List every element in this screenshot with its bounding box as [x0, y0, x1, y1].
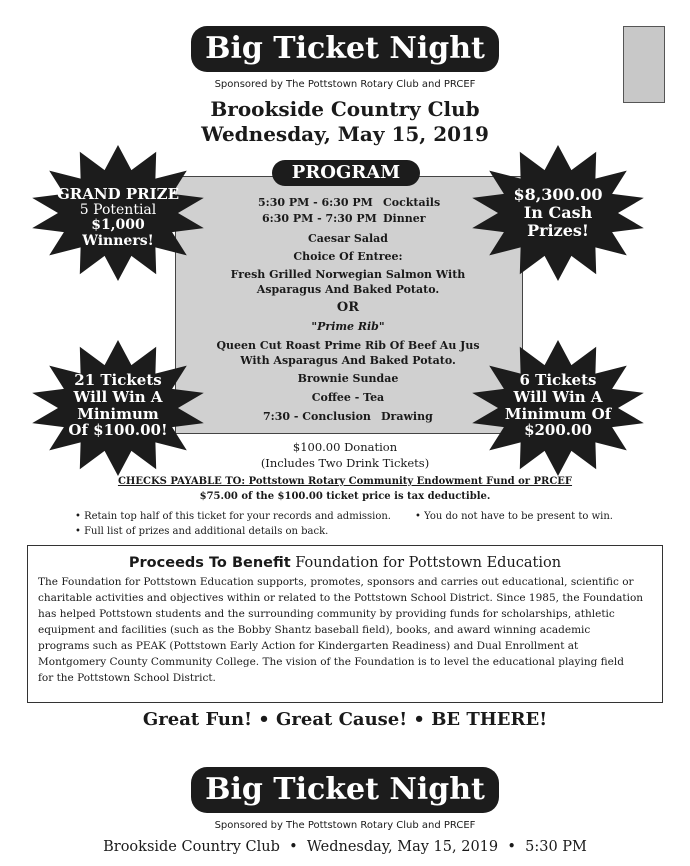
six-tickets-text: [494, 372, 622, 439]
six-tickets-line-2: Will Win A: [513, 387, 603, 406]
footer-info: Brookside Country Club • Wednesday, May 15, 2019 • 5:30 PM: [103, 839, 587, 855]
program-dessert: Brownie Sundae: [297, 372, 399, 385]
bullet-present-text: You do not have to be present to win.: [424, 511, 613, 522]
bullet-dot-icon: •: [415, 511, 421, 522]
program-salad: Caesar Salad: [308, 232, 388, 245]
proceeds-heading-org: Foundation for Pottstown Education: [295, 555, 562, 571]
proceeds-line: has helped Pottstown students and the surrounding community by providing funds for scholarships, athletic: [38, 607, 615, 620]
grand-prize-line-3: $1,000 Winners!: [82, 217, 154, 250]
program-time-2: 6:30 PM - 7:30 PM: [262, 212, 377, 225]
cash-prizes-line-3: Prizes!: [527, 220, 589, 240]
program-heading: PROGRAM: [272, 160, 420, 186]
six-tickets-line-3: Minimum Of: [504, 404, 612, 423]
program-event-1: Cocktails: [383, 196, 441, 209]
program-time-1: 5:30 PM - 6:30 PM: [258, 196, 373, 209]
twenty-one-line-2: Will Win A: [73, 387, 163, 406]
bullet-list: [75, 526, 328, 537]
twenty-one-line-3: Minimum: [77, 404, 159, 423]
bullet-present: [415, 511, 613, 522]
proceeds-line: The Foundation for Pottstown Education supports, promotes, sponsors and carries out educational, scientific or: [38, 576, 634, 588]
date-heading: Wednesday, May 15, 2019: [201, 122, 489, 146]
program-event-2: Dinner: [383, 212, 426, 225]
donation-note: (Includes Two Drink Tickets): [260, 456, 430, 470]
program-salmon-line-2: Asparagus And Baked Potato.: [256, 283, 440, 296]
bullet-list-text: Full list of prizes and additional details on back.: [84, 526, 329, 537]
proceeds-box: [27, 545, 663, 703]
program-event-3: Drawing: [381, 410, 433, 423]
tagline: Great Fun! • Great Cause! • BE THERE!: [142, 709, 548, 730]
ticket-stub-box: [623, 26, 665, 103]
checks-payee: Pottstown Rotary Community Endowment Fund or PRCEF: [248, 476, 573, 487]
checks-label: CHECKS PAYABLE TO:: [117, 476, 246, 487]
program-rib-line-1: Queen Cut Roast Prime Rib Of Beef Au Jus: [216, 339, 480, 352]
bullet-dot-icon: •: [75, 511, 81, 522]
checks-payable: [0, 476, 690, 487]
sponsor-line: Sponsored by The Pottstown Rotary Club and PRCEF: [214, 79, 476, 90]
program-choice: Choice Of Entree:: [293, 250, 403, 263]
bullet-retain: [75, 511, 391, 522]
program-rib-line-2: With Asparagus And Baked Potato.: [240, 354, 456, 367]
cash-prizes-line-1: $8,300.00: [513, 185, 603, 204]
venue-heading: Brookside Country Club: [210, 97, 480, 121]
twenty-one-line-4: Of $100.00!: [68, 421, 168, 440]
title-banner: [191, 26, 499, 72]
grand-prize-line-1: GRAND PRIZE: [57, 185, 179, 203]
footer-title-banner: [191, 767, 499, 813]
six-tickets-line-4: $200.00: [524, 421, 592, 440]
proceeds-paragraph: [28, 575, 662, 687]
donation-amount: $100.00 Donation: [292, 440, 398, 454]
bullet-dot-icon: •: [75, 526, 81, 537]
footer-title-text: Big Ticket Night: [205, 772, 485, 807]
cash-prizes-line-2: In Cash: [523, 202, 593, 222]
program-or: OR: [336, 300, 360, 315]
six-tickets-line-1: 6 Tickets: [519, 371, 597, 389]
proceeds-heading-bold: Proceeds To Benefit: [128, 555, 291, 571]
program-coffee: Coffee - Tea: [311, 391, 385, 404]
proceeds-line: programs such as PEAK (Pottstown Early Action for Kindergarten Readiness) and Dual Enrollment at: [38, 639, 579, 652]
proceeds-heading: [28, 555, 662, 571]
tax-note: $75.00 of the $100.00 ticket price is tax deductible.: [199, 491, 491, 502]
proceeds-line: charitable activities and objectives within or related to the Pottstown School District. Since 1985, the Foundation: [38, 591, 644, 604]
program-prime-rib: "Prime Rib": [311, 320, 385, 333]
footer-sponsor: Sponsored by The Pottstown Rotary Club and PRCEF: [214, 820, 476, 831]
bullet-retain-text: Retain top half of this ticket for your records and admission.: [84, 511, 391, 522]
grand-prize-line-2: 5 Potential: [79, 201, 157, 218]
proceeds-line: equipment and facilities (such as the Bobby Shantz baseball field), books, and award winning academic: [38, 623, 591, 636]
title-text: Big Ticket Night: [205, 31, 485, 66]
cash-prizes-text: [497, 186, 619, 240]
program-salmon-line-1: Fresh Grilled Norwegian Salmon With: [230, 268, 466, 281]
grand-prize-text: [57, 186, 179, 250]
proceeds-line: for the Pottstown School District.: [38, 671, 216, 684]
twenty-one-line-1: 21 Tickets: [74, 371, 162, 389]
program-time-3: 7:30 - Conclusion: [263, 410, 371, 423]
proceeds-line: Montgomery County Community College. The vision of the Foundation is to level the educational playing field: [38, 655, 624, 668]
twenty-one-tickets-text: [57, 372, 179, 439]
